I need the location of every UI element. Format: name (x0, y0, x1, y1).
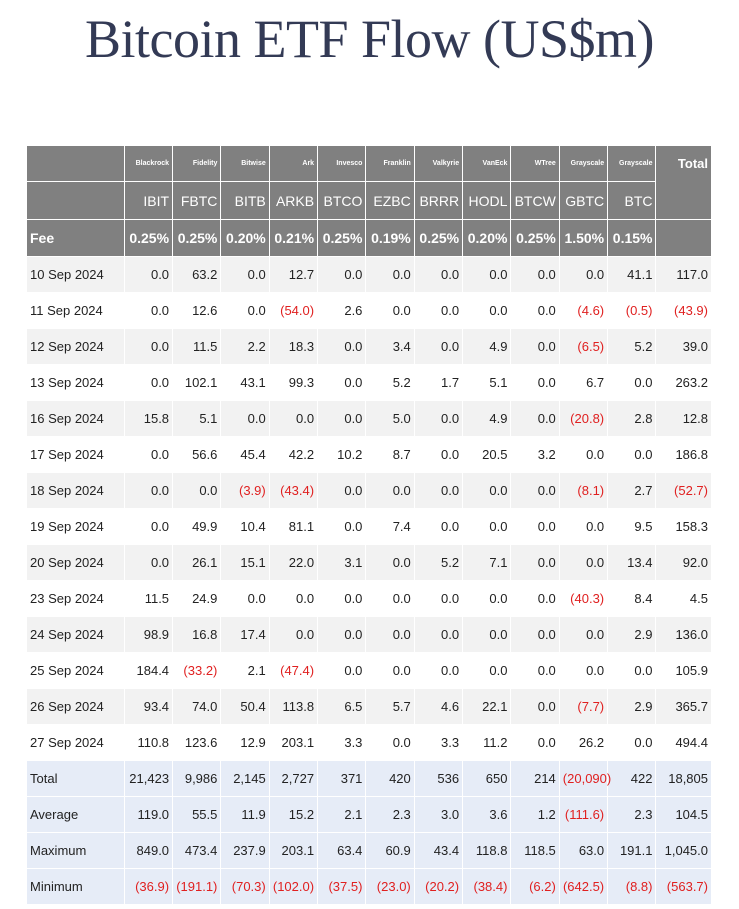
flow-cell: 4.6 (414, 689, 462, 725)
flow-cell: 0.0 (221, 401, 269, 437)
issuer-header: Grayscale (608, 146, 656, 182)
flow-cell: 42.2 (269, 437, 317, 473)
date-cell: 13 Sep 2024 (27, 365, 125, 401)
flow-cell: 0.0 (221, 257, 269, 293)
summary-cell: 60.9 (366, 833, 414, 869)
fee-cell: 0.25% (124, 220, 172, 257)
page-title: Bitcoin ETF Flow (US$m) (84, 9, 655, 69)
flow-cell: 2.7 (608, 473, 656, 509)
flow-cell: 92.0 (656, 545, 712, 581)
flow-cell: 10.2 (318, 437, 366, 473)
table-row (27, 257, 712, 293)
summary-cell: (38.4) (463, 869, 511, 905)
flow-cell: 0.0 (463, 581, 511, 617)
flow-cell: 0.0 (414, 473, 462, 509)
ticker-header: IBIT (124, 182, 172, 220)
summary-cell: 119.0 (124, 797, 172, 833)
flow-cell: 263.2 (656, 365, 712, 401)
summary-cell: 3.0 (414, 797, 462, 833)
flow-cell: 99.3 (269, 365, 317, 401)
flow-cell: 5.7 (366, 689, 414, 725)
corner-cell (27, 146, 125, 182)
flow-cell: 0.0 (511, 401, 559, 437)
date-cell: 26 Sep 2024 (27, 689, 125, 725)
summary-cell: 2,727 (269, 761, 317, 797)
flow-cell: 0.0 (608, 437, 656, 473)
flow-cell: 0.0 (414, 509, 462, 545)
fee-cell: 0.25% (318, 220, 366, 257)
date-cell: 27 Sep 2024 (27, 725, 125, 761)
flow-cell: 2.9 (608, 689, 656, 725)
flow-cell: 0.0 (463, 653, 511, 689)
flow-cell: 0.0 (366, 257, 414, 293)
flow-cell: 6.7 (559, 365, 607, 401)
issuer-header: Valkyrie (414, 146, 462, 182)
issuer-header-row (27, 146, 712, 182)
summary-cell: 18,805 (656, 761, 712, 797)
summary-cell: 15.2 (269, 797, 317, 833)
flow-cell: 39.0 (656, 329, 712, 365)
flow-cell: 0.0 (463, 257, 511, 293)
flow-cell: 5.0 (366, 401, 414, 437)
date-cell: 25 Sep 2024 (27, 653, 125, 689)
flow-cell: 0.0 (124, 545, 172, 581)
flow-cell: 49.9 (173, 509, 221, 545)
issuer-header: Invesco (318, 146, 366, 182)
flow-cell: 5.1 (173, 401, 221, 437)
summary-cell: 63.4 (318, 833, 366, 869)
issuer-header: Bitwise (221, 146, 269, 182)
flow-cell: 0.0 (414, 293, 462, 329)
fee-cell: 0.20% (221, 220, 269, 257)
flow-cell: (47.4) (269, 653, 317, 689)
ticker-header: BRRR (414, 182, 462, 220)
flow-cell: 0.0 (124, 365, 172, 401)
fee-cell: 0.25% (173, 220, 221, 257)
table-row (27, 617, 712, 653)
date-cell: 10 Sep 2024 (27, 257, 125, 293)
summary-cell: (8.8) (608, 869, 656, 905)
flow-cell: 0.0 (559, 257, 607, 293)
table-row (27, 689, 712, 725)
flow-cell: 98.9 (124, 617, 172, 653)
flow-cell: 0.0 (511, 545, 559, 581)
ticker-header-row (27, 182, 712, 220)
flow-cell: 0.0 (511, 617, 559, 653)
summary-cell: (111.6) (559, 797, 607, 833)
flow-cell: 20.5 (463, 437, 511, 473)
fee-cell: 0.15% (608, 220, 656, 257)
summary-cell: 55.5 (173, 797, 221, 833)
flow-cell: 0.0 (124, 329, 172, 365)
flow-cell: 4.9 (463, 401, 511, 437)
flow-cell: 18.3 (269, 329, 317, 365)
flow-cell: 81.1 (269, 509, 317, 545)
flow-cell: (40.3) (559, 581, 607, 617)
flow-cell: 0.0 (269, 617, 317, 653)
flow-cell: 16.8 (173, 617, 221, 653)
flow-cell: (8.1) (559, 473, 607, 509)
ticker-header: ARKB (269, 182, 317, 220)
flow-cell: 0.0 (318, 257, 366, 293)
flow-cell: 158.3 (656, 509, 712, 545)
flow-cell: 186.8 (656, 437, 712, 473)
flow-cell: 0.0 (124, 293, 172, 329)
flow-cell: 0.0 (559, 653, 607, 689)
flow-cell: 2.1 (221, 653, 269, 689)
summary-cell: 2.1 (318, 797, 366, 833)
flow-cell: 63.2 (173, 257, 221, 293)
flow-cell: 0.0 (511, 581, 559, 617)
flow-cell: 0.0 (511, 365, 559, 401)
flow-cell: 117.0 (656, 257, 712, 293)
flow-cell: 0.0 (463, 509, 511, 545)
flow-cell: 184.4 (124, 653, 172, 689)
summary-cell: 43.4 (414, 833, 462, 869)
flow-cell: 24.9 (173, 581, 221, 617)
flow-cell: 22.0 (269, 545, 317, 581)
flow-cell: 2.6 (318, 293, 366, 329)
ticker-header: FBTC (173, 182, 221, 220)
flow-cell: 0.0 (414, 329, 462, 365)
flow-cell: 15.8 (124, 401, 172, 437)
flow-cell: 5.2 (608, 329, 656, 365)
flow-cell: 12.8 (656, 401, 712, 437)
issuer-header: Fidelity (173, 146, 221, 182)
flow-cell: 0.0 (511, 689, 559, 725)
ticker-header: BTCW (511, 182, 559, 220)
flow-cell: 43.1 (221, 365, 269, 401)
summary-cell: (6.2) (511, 869, 559, 905)
flow-cell: 0.0 (511, 329, 559, 365)
flow-cell: 74.0 (173, 689, 221, 725)
summary-row (27, 797, 712, 833)
date-cell: 23 Sep 2024 (27, 581, 125, 617)
flow-cell: 0.0 (318, 401, 366, 437)
flow-cell: 2.9 (608, 617, 656, 653)
summary-cell: 1,045.0 (656, 833, 712, 869)
summary-cell: 118.5 (511, 833, 559, 869)
flow-cell: (20.8) (559, 401, 607, 437)
date-cell: 11 Sep 2024 (27, 293, 125, 329)
flow-cell: 123.6 (173, 725, 221, 761)
ticker-header: HODL (463, 182, 511, 220)
table-row (27, 545, 712, 581)
summary-cell: 21,423 (124, 761, 172, 797)
flow-cell: 8.4 (608, 581, 656, 617)
date-cell: 12 Sep 2024 (27, 329, 125, 365)
summary-cell: 2.3 (608, 797, 656, 833)
summary-cell: 237.9 (221, 833, 269, 869)
flow-cell: (33.2) (173, 653, 221, 689)
flow-cell: (43.4) (269, 473, 317, 509)
summary-cell: (37.5) (318, 869, 366, 905)
fee-label: Fee (27, 220, 125, 257)
issuer-header: Ark (269, 146, 317, 182)
flow-cell: 3.3 (414, 725, 462, 761)
flow-cell: 0.0 (608, 653, 656, 689)
flow-cell: 0.0 (414, 257, 462, 293)
fee-cell: 0.21% (269, 220, 317, 257)
flow-cell: 0.0 (559, 509, 607, 545)
date-cell: 24 Sep 2024 (27, 617, 125, 653)
fee-cell: 0.19% (366, 220, 414, 257)
summary-cell: (563.7) (656, 869, 712, 905)
fee-cell: 0.25% (511, 220, 559, 257)
summary-cell: 104.5 (656, 797, 712, 833)
summary-label: Minimum (27, 869, 125, 905)
flow-cell: 45.4 (221, 437, 269, 473)
flow-cell: 17.4 (221, 617, 269, 653)
flow-cell: 0.0 (511, 293, 559, 329)
flow-cell: 1.7 (414, 365, 462, 401)
table-row (27, 293, 712, 329)
flow-cell: 0.0 (511, 509, 559, 545)
flow-cell: 26.2 (559, 725, 607, 761)
summary-row (27, 869, 712, 905)
summary-label: Total (27, 761, 125, 797)
flow-cell: 5.2 (366, 365, 414, 401)
flow-cell: 4.5 (656, 581, 712, 617)
flow-cell: 0.0 (511, 473, 559, 509)
summary-cell: (642.5) (559, 869, 607, 905)
table-row (27, 725, 712, 761)
issuer-header: Grayscale (559, 146, 607, 182)
summary-cell: 849.0 (124, 833, 172, 869)
flow-cell: 3.4 (366, 329, 414, 365)
flow-cell: 12.9 (221, 725, 269, 761)
summary-cell: 420 (366, 761, 414, 797)
flow-cell: 0.0 (318, 653, 366, 689)
flow-cell: 0.0 (366, 653, 414, 689)
flow-cell: 13.4 (608, 545, 656, 581)
flow-cell: 0.0 (318, 581, 366, 617)
flow-cell: 26.1 (173, 545, 221, 581)
flow-cell: 136.0 (656, 617, 712, 653)
table-row (27, 653, 712, 689)
summary-row (27, 833, 712, 869)
date-cell: 20 Sep 2024 (27, 545, 125, 581)
table-row (27, 365, 712, 401)
flow-cell: 0.0 (173, 473, 221, 509)
flow-cell: (52.7) (656, 473, 712, 509)
flow-cell: 0.0 (366, 581, 414, 617)
table-row (27, 401, 712, 437)
corner-cell (27, 182, 125, 220)
flow-cell: 5.2 (414, 545, 462, 581)
flow-cell: 0.0 (318, 365, 366, 401)
issuer-header: Blackrock (124, 146, 172, 182)
summary-cell: 473.4 (173, 833, 221, 869)
flow-cell: 0.0 (221, 581, 269, 617)
flow-cell: 11.5 (173, 329, 221, 365)
flow-cell: (0.5) (608, 293, 656, 329)
flow-cell: 12.6 (173, 293, 221, 329)
flow-cell: 0.0 (414, 653, 462, 689)
flow-cell: (54.0) (269, 293, 317, 329)
summary-label: Maximum (27, 833, 125, 869)
flow-cell: 0.0 (463, 293, 511, 329)
table-row (27, 509, 712, 545)
issuer-header: WTree (511, 146, 559, 182)
flow-cell: 0.0 (414, 437, 462, 473)
summary-label: Average (27, 797, 125, 833)
summary-cell: 3.6 (463, 797, 511, 833)
flow-cell: 0.0 (318, 509, 366, 545)
flow-cell: 0.0 (124, 509, 172, 545)
summary-cell: (20,090) (559, 761, 607, 797)
flow-cell: 0.0 (511, 653, 559, 689)
summary-cell: 203.1 (269, 833, 317, 869)
flow-cell: (43.9) (656, 293, 712, 329)
flow-cell: 0.0 (269, 401, 317, 437)
flow-cell: 22.1 (463, 689, 511, 725)
flow-cell: 2.8 (608, 401, 656, 437)
issuer-header: VanEck (463, 146, 511, 182)
summary-cell: (23.0) (366, 869, 414, 905)
date-cell: 17 Sep 2024 (27, 437, 125, 473)
flow-cell: 2.2 (221, 329, 269, 365)
flow-cell: 365.7 (656, 689, 712, 725)
date-cell: 16 Sep 2024 (27, 401, 125, 437)
summary-row (27, 761, 712, 797)
summary-cell: 191.1 (608, 833, 656, 869)
flow-cell: 0.0 (318, 617, 366, 653)
flow-cell: 0.0 (221, 293, 269, 329)
flow-cell: 7.1 (463, 545, 511, 581)
issuer-header: Franklin (366, 146, 414, 182)
ticker-header: BTCO (318, 182, 366, 220)
flow-cell: 102.1 (173, 365, 221, 401)
fee-header-row (27, 220, 712, 257)
summary-cell: 9,986 (173, 761, 221, 797)
flow-cell: 11.5 (124, 581, 172, 617)
ticker-header: GBTC (559, 182, 607, 220)
summary-cell: 214 (511, 761, 559, 797)
flow-cell: 0.0 (414, 581, 462, 617)
flow-cell: 3.1 (318, 545, 366, 581)
flow-cell: 0.0 (318, 329, 366, 365)
summary-cell: 371 (318, 761, 366, 797)
table-row (27, 581, 712, 617)
summary-cell: 2,145 (221, 761, 269, 797)
flow-cell: 50.4 (221, 689, 269, 725)
flow-cell: (3.9) (221, 473, 269, 509)
flow-cell: 113.8 (269, 689, 317, 725)
flow-cell: 12.7 (269, 257, 317, 293)
flow-cell: 0.0 (124, 257, 172, 293)
fee-cell: 1.50% (559, 220, 607, 257)
summary-cell: 422 (608, 761, 656, 797)
flow-cell: 3.2 (511, 437, 559, 473)
flow-cell: 7.4 (366, 509, 414, 545)
flow-cell: 5.1 (463, 365, 511, 401)
flow-cell: 9.5 (608, 509, 656, 545)
flow-cell: 0.0 (608, 725, 656, 761)
flow-cell: 0.0 (124, 473, 172, 509)
date-cell: 19 Sep 2024 (27, 509, 125, 545)
summary-cell: 2.3 (366, 797, 414, 833)
table-row (27, 473, 712, 509)
summary-cell: 11.9 (221, 797, 269, 833)
flow-cell: 41.1 (608, 257, 656, 293)
flow-cell: 0.0 (366, 725, 414, 761)
flow-cell: 0.0 (414, 401, 462, 437)
fee-total-cell (656, 220, 712, 257)
flow-cell: (7.7) (559, 689, 607, 725)
flow-cell: 0.0 (463, 473, 511, 509)
flow-cell: 105.9 (656, 653, 712, 689)
summary-cell: (102.0) (269, 869, 317, 905)
table-row (27, 329, 712, 365)
flow-cell: 0.0 (463, 617, 511, 653)
total-column-header: Total (656, 146, 712, 220)
ticker-header: EZBC (366, 182, 414, 220)
flow-cell: 93.4 (124, 689, 172, 725)
flow-cell: 203.1 (269, 725, 317, 761)
summary-cell: (191.1) (173, 869, 221, 905)
flow-cell: 3.3 (318, 725, 366, 761)
flow-cell: 0.0 (318, 473, 366, 509)
summary-cell: (36.9) (124, 869, 172, 905)
flow-cell: 11.2 (463, 725, 511, 761)
flow-cell: 0.0 (559, 617, 607, 653)
flow-cell: 4.9 (463, 329, 511, 365)
flow-cell: 0.0 (366, 617, 414, 653)
flow-cell: (4.6) (559, 293, 607, 329)
flow-cell: 15.1 (221, 545, 269, 581)
ticker-header: BTC (608, 182, 656, 220)
summary-cell: 63.0 (559, 833, 607, 869)
flow-cell: (6.5) (559, 329, 607, 365)
flow-cell: 0.0 (366, 545, 414, 581)
flow-cell: 0.0 (414, 617, 462, 653)
flow-cell: 110.8 (124, 725, 172, 761)
summary-cell: (20.2) (414, 869, 462, 905)
ticker-header: BITB (221, 182, 269, 220)
flow-cell: 0.0 (511, 257, 559, 293)
flow-cell: 494.4 (656, 725, 712, 761)
summary-cell: 118.8 (463, 833, 511, 869)
flow-cell: 0.0 (511, 725, 559, 761)
fee-cell: 0.20% (463, 220, 511, 257)
summary-cell: 1.2 (511, 797, 559, 833)
summary-cell: 536 (414, 761, 462, 797)
flow-cell: 0.0 (366, 473, 414, 509)
flow-cell: 0.0 (124, 437, 172, 473)
date-cell: 18 Sep 2024 (27, 473, 125, 509)
summary-cell: 650 (463, 761, 511, 797)
flow-cell: 0.0 (366, 293, 414, 329)
flow-cell: 0.0 (608, 365, 656, 401)
etf-flow-table (26, 145, 712, 905)
flow-cell: 0.0 (269, 581, 317, 617)
flow-cell: 0.0 (559, 437, 607, 473)
flow-cell: 0.0 (559, 545, 607, 581)
table-row (27, 437, 712, 473)
summary-cell: (70.3) (221, 869, 269, 905)
flow-cell: 10.4 (221, 509, 269, 545)
flow-cell: 8.7 (366, 437, 414, 473)
fee-cell: 0.25% (414, 220, 462, 257)
flow-cell: 6.5 (318, 689, 366, 725)
flow-cell: 56.6 (173, 437, 221, 473)
